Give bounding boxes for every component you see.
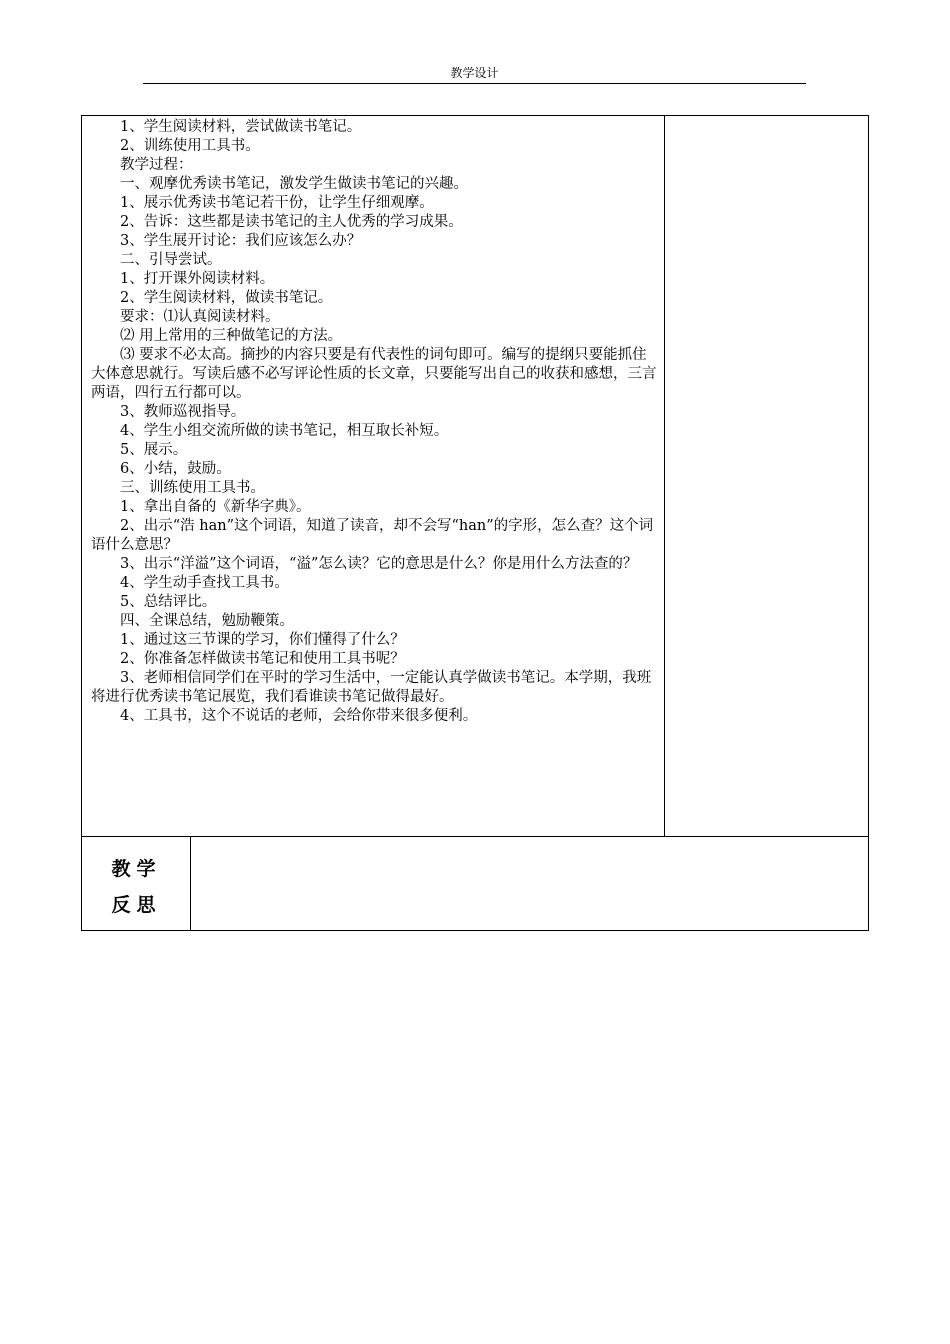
lesson-line: 三、训练使用工具书。	[120, 480, 265, 496]
lesson-line: ⑶ 要求不必太高。摘抄的内容只要是有代表性的词句即可。编写的提纲只要能抓住大体意思就行。写读后感不必写评论性质的长文章，只要能写出自己的收获和感想，三言两语，四行五行都可以。	[91, 347, 657, 401]
lesson-line: 教学过程：	[120, 157, 193, 173]
lesson-line: 6、小结，鼓励。	[120, 461, 231, 477]
lesson-line: 四、全课总结，勉励鞭策。	[120, 613, 294, 629]
lesson-line: 1、打开课外阅读材料。	[120, 271, 275, 287]
lesson-line: 3、老师相信同学们在平时的学习生活中，一定能认真学做读书笔记。本学期，我班将进行优秀读书笔记展览，我们看谁读书笔记做得最好。	[91, 670, 652, 705]
reflection-content-cell	[191, 836, 868, 930]
lesson-line: 4、学生小组交流所做的读书笔记，相互取长补短。	[120, 423, 449, 439]
lesson-line: 2、出示“浩 han”这个词语，知道了读音，却不会写“han”的字形，怎么查？这个词语什么意思？	[91, 518, 654, 553]
header-rule	[143, 83, 806, 84]
lesson-line: 3、学生展开讨论：我们应该怎么办？	[120, 233, 362, 249]
lesson-line: 二、引导尝试。	[120, 252, 222, 268]
lesson-line: 1、展示优秀读书笔记若干份，让学生仔细观摩。	[120, 195, 434, 211]
lesson-line: 1、拿出自备的《新华字典》。	[120, 499, 311, 515]
lesson-line: 4、学生动手查找工具书。	[120, 575, 289, 591]
lesson-line: 4、工具书，这个不说话的老师，会给你带来很多便利。	[120, 708, 478, 724]
lesson-line: 2、告诉：这些都是读书笔记的主人优秀的学习成果。	[120, 214, 463, 230]
lesson-line: 要求：⑴认真阅读材料。	[120, 309, 280, 325]
lesson-line: 2、学生阅读材料，做读书笔记。	[120, 290, 333, 306]
lesson-line: 5、总结评比。	[120, 594, 217, 610]
lesson-line: 2、训练使用工具书。	[120, 138, 260, 154]
lesson-line: 5、展示。	[120, 442, 188, 458]
page-header: 教学设计	[450, 66, 499, 80]
lesson-line: ⑵ 用上常用的三种做笔记的方法。	[120, 328, 343, 344]
lesson-content	[91, 118, 659, 726]
lesson-line: 3、出示“洋溢”这个词语，“溢”怎么读？它的意思是什么？你是用什么方法查的？	[120, 556, 638, 572]
reflection-label-cell	[82, 836, 191, 930]
reflection-label-line1: 教学	[111, 858, 162, 880]
lesson-content-cell	[82, 116, 665, 836]
notes-cell	[665, 116, 868, 836]
lesson-line: 1、通过这三节课的学习，你们懂得了什么？	[120, 632, 405, 648]
lesson-table	[81, 115, 869, 931]
lesson-line: 一、观摩优秀读书笔记，激发学生做读书笔记的兴趣。	[120, 176, 468, 192]
lesson-line: 3、教师巡视指导。	[120, 404, 246, 420]
lesson-line: 2、你准备怎样做读书笔记和使用工具书呢？	[120, 651, 405, 667]
lesson-line: 1、学生阅读材料，尝试做读书笔记。	[120, 119, 362, 135]
reflection-label-line2: 反思	[111, 894, 162, 916]
